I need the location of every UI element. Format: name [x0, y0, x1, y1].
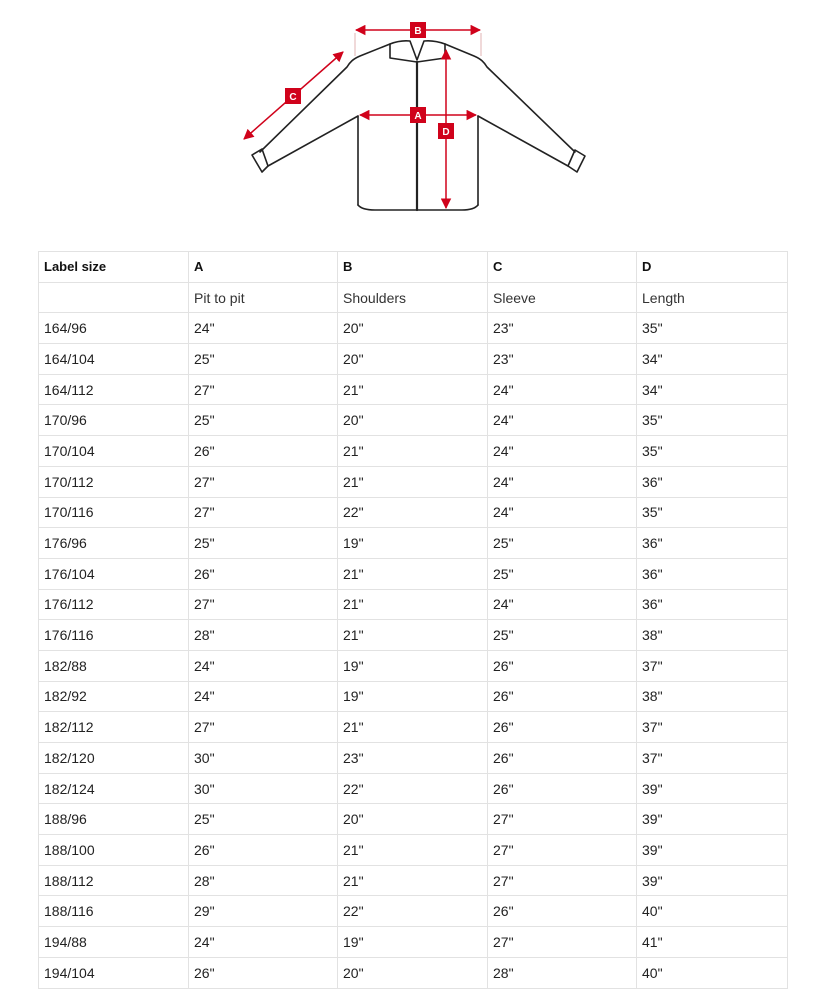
cell-sleeve: 24" [488, 374, 637, 405]
cell-pit-to-pit: 26" [189, 835, 338, 866]
cell-shoulders: 19" [338, 681, 488, 712]
cell-sleeve: 23" [488, 344, 637, 375]
header-c: C [488, 252, 637, 283]
cell-shoulders: 21" [338, 865, 488, 896]
cell-pit-to-pit: 29" [189, 896, 338, 927]
cell-shoulders: 20" [338, 804, 488, 835]
cell-shoulders: 21" [338, 835, 488, 866]
header-d: D [637, 252, 788, 283]
badge-c-label: C [289, 92, 297, 103]
cell-sleeve: 27" [488, 835, 637, 866]
cell-label-size: 170/112 [39, 466, 189, 497]
cell-label-size: 188/100 [39, 835, 189, 866]
cell-shoulders: 21" [338, 374, 488, 405]
cell-label-size: 188/112 [39, 865, 189, 896]
cell-length: 36" [637, 466, 788, 497]
cell-length: 38" [637, 620, 788, 651]
measure-a-pit-to-pit [360, 107, 476, 123]
cell-sleeve: 24" [488, 589, 637, 620]
cell-label-size: 170/104 [39, 436, 189, 467]
table-row [39, 743, 788, 774]
cell-label-size: 182/88 [39, 650, 189, 681]
cell-sleeve: 27" [488, 865, 637, 896]
cell-sleeve: 27" [488, 804, 637, 835]
cell-pit-to-pit: 27" [189, 374, 338, 405]
subheader-length: Length [637, 282, 788, 313]
cell-sleeve: 24" [488, 405, 637, 436]
jacket-measurement-diagram [230, 10, 600, 220]
table-header-row [39, 252, 788, 283]
table-row [39, 405, 788, 436]
cell-length: 39" [637, 835, 788, 866]
table-row [39, 374, 788, 405]
cell-shoulders: 20" [338, 344, 488, 375]
cell-pit-to-pit: 26" [189, 957, 338, 988]
table-row [39, 344, 788, 375]
table-row [39, 773, 788, 804]
cell-shoulders: 21" [338, 436, 488, 467]
jacket-outline [252, 41, 585, 210]
cell-length: 39" [637, 865, 788, 896]
cell-shoulders: 21" [338, 558, 488, 589]
cell-sleeve: 26" [488, 896, 637, 927]
cell-shoulders: 21" [338, 620, 488, 651]
cell-pit-to-pit: 24" [189, 681, 338, 712]
cell-sleeve: 23" [488, 313, 637, 344]
cell-label-size: 182/124 [39, 773, 189, 804]
cell-pit-to-pit: 28" [189, 620, 338, 651]
cell-pit-to-pit: 25" [189, 528, 338, 559]
cell-label-size: 170/116 [39, 497, 189, 528]
header-b: B [338, 252, 488, 283]
cell-shoulders: 20" [338, 957, 488, 988]
cell-sleeve: 24" [488, 497, 637, 528]
cell-length: 41" [637, 927, 788, 958]
jacket-diagram-svg [230, 10, 600, 220]
cell-pit-to-pit: 24" [189, 650, 338, 681]
cell-length: 35" [637, 405, 788, 436]
cell-pit-to-pit: 27" [189, 712, 338, 743]
cell-length: 36" [637, 558, 788, 589]
cell-label-size: 176/116 [39, 620, 189, 651]
cell-sleeve: 25" [488, 528, 637, 559]
table-row [39, 804, 788, 835]
cell-pit-to-pit: 24" [189, 313, 338, 344]
cell-label-size: 182/92 [39, 681, 189, 712]
cell-sleeve: 27" [488, 927, 637, 958]
cell-shoulders: 22" [338, 497, 488, 528]
cell-label-size: 164/104 [39, 344, 189, 375]
cell-sleeve: 25" [488, 558, 637, 589]
badge-d-label: D [442, 127, 450, 138]
subheader-pit-to-pit: Pit to pit [189, 282, 338, 313]
cell-pit-to-pit: 30" [189, 773, 338, 804]
cell-shoulders: 19" [338, 528, 488, 559]
cell-sleeve: 28" [488, 957, 637, 988]
table-row [39, 497, 788, 528]
cell-sleeve: 25" [488, 620, 637, 651]
cell-shoulders: 22" [338, 773, 488, 804]
cell-pit-to-pit: 25" [189, 344, 338, 375]
cell-label-size: 182/120 [39, 743, 189, 774]
cell-length: 35" [637, 497, 788, 528]
table-row [39, 589, 788, 620]
cell-pit-to-pit: 25" [189, 405, 338, 436]
table-row [39, 927, 788, 958]
cell-length: 40" [637, 896, 788, 927]
cell-sleeve: 24" [488, 466, 637, 497]
size-chart-table [38, 251, 788, 989]
subheader-empty [39, 282, 189, 313]
cell-label-size: 170/96 [39, 405, 189, 436]
cell-shoulders: 21" [338, 589, 488, 620]
table-row [39, 835, 788, 866]
header-a: A [189, 252, 338, 283]
table-row [39, 313, 788, 344]
table-subheader-row [39, 282, 788, 313]
cell-length: 37" [637, 743, 788, 774]
cell-length: 35" [637, 436, 788, 467]
table-row [39, 528, 788, 559]
cell-length: 37" [637, 712, 788, 743]
table-row [39, 558, 788, 589]
cell-shoulders: 20" [338, 313, 488, 344]
cell-length: 36" [637, 589, 788, 620]
cell-length: 39" [637, 773, 788, 804]
cell-pit-to-pit: 25" [189, 804, 338, 835]
badge-a-label: A [414, 111, 422, 122]
cell-label-size: 176/96 [39, 528, 189, 559]
header-label-size: Label size [39, 252, 189, 283]
cell-sleeve: 26" [488, 712, 637, 743]
cell-shoulders: 22" [338, 896, 488, 927]
cell-pit-to-pit: 24" [189, 927, 338, 958]
cell-shoulders: 19" [338, 927, 488, 958]
table-row [39, 865, 788, 896]
cell-length: 40" [637, 957, 788, 988]
cell-length: 38" [637, 681, 788, 712]
cell-label-size: 188/96 [39, 804, 189, 835]
measure-c-sleeve [244, 52, 343, 139]
cell-label-size: 176/104 [39, 558, 189, 589]
cell-length: 34" [637, 374, 788, 405]
subheader-sleeve: Sleeve [488, 282, 637, 313]
cell-label-size: 164/112 [39, 374, 189, 405]
subheader-shoulders: Shoulders [338, 282, 488, 313]
cell-pit-to-pit: 30" [189, 743, 338, 774]
cell-pit-to-pit: 27" [189, 497, 338, 528]
cell-length: 37" [637, 650, 788, 681]
cell-label-size: 194/104 [39, 957, 189, 988]
cell-label-size: 176/112 [39, 589, 189, 620]
cell-pit-to-pit: 26" [189, 558, 338, 589]
table-row [39, 436, 788, 467]
cell-label-size: 188/116 [39, 896, 189, 927]
table-row [39, 896, 788, 927]
cell-sleeve: 26" [488, 681, 637, 712]
cell-length: 35" [637, 313, 788, 344]
cell-pit-to-pit: 26" [189, 436, 338, 467]
table-row [39, 957, 788, 988]
cell-length: 34" [637, 344, 788, 375]
table-row [39, 620, 788, 651]
table-row [39, 681, 788, 712]
cell-sleeve: 26" [488, 650, 637, 681]
cell-label-size: 164/96 [39, 313, 189, 344]
cell-shoulders: 21" [338, 712, 488, 743]
cell-sleeve: 24" [488, 436, 637, 467]
cell-shoulders: 20" [338, 405, 488, 436]
cell-pit-to-pit: 27" [189, 466, 338, 497]
cell-label-size: 182/112 [39, 712, 189, 743]
table-row [39, 712, 788, 743]
cell-pit-to-pit: 27" [189, 589, 338, 620]
measure-d-length [438, 50, 454, 208]
cell-pit-to-pit: 28" [189, 865, 338, 896]
cell-sleeve: 26" [488, 773, 637, 804]
cell-label-size: 194/88 [39, 927, 189, 958]
badge-b-label: B [414, 26, 422, 37]
cell-length: 36" [637, 528, 788, 559]
cell-sleeve: 26" [488, 743, 637, 774]
table-row [39, 466, 788, 497]
cell-shoulders: 23" [338, 743, 488, 774]
cell-length: 39" [637, 804, 788, 835]
cell-shoulders: 21" [338, 466, 488, 497]
cell-shoulders: 19" [338, 650, 488, 681]
table-row [39, 650, 788, 681]
